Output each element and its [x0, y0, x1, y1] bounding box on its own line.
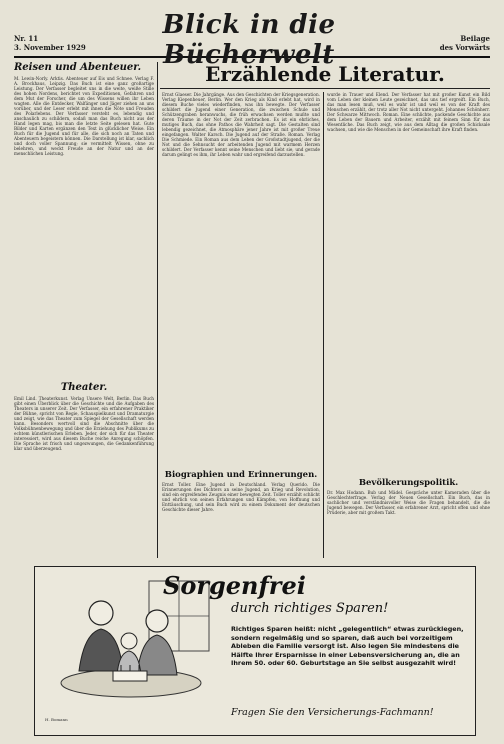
theater-text: Emil Lind. Theaterkunst. Verlag Unsere Welt, Berlin. Das Buch gibt einen Überblick über die Geschichte und die Aufgaben des Theaters in unserer Zeit. Der Verfasser, ein erfahrener Praktiker der Bühne, spricht von Regie, Schauspielkunst und Dramaturgie und zeigt, wie das Theater zum Spiegel der Gesellschaft werden kann. Besonders wertvoll sind die Abschnitte über die Volksbühnenbewegung und über die Erziehung des Publikums zu echtem künstlerischen Erleben. Jeder, der sich für das Theater interessiert, wird aus diesem Buche reiche Anregung schöpfen. Die Sprache ist frisch und ungezwungen, die Gedankenführung klar und überzeugend.	[14, 396, 154, 451]
main-column-1-text: Ernst Glaeser. Die Jahrgänge. Aus den Geschichten der Kriegsgeneration. Verlag Kiepenheuer, Berlin. Wer den Krieg als Kind erlebt hat, wird in diesem Buche vieles wiederfinden, was ihn bewegte. Der Verfasser schildert die Jugend einer Generation, die zwischen Schule und Schützengraben heranwuchs, die früh erwachsen werden mußte und deren Träume in der Not der Zeit zerbrachen. Es ist ein ehrliches, mutiges Buch, das ohne Pathos die Wahrheit sagt. Die Gestalten sind lebendig gezeichnet, die Atmosphäre jener Jahre ist mit großer Treue eingefangen. Walter Karsch. Die Jugend auf der Straße. Roman. Verlag Die Schmiede. Ein Roman aus dem Leben der Großstadtjugend, der die Not und die Sehnsucht der arbeitenden Jugend mit warmem Herzen schildert. Der Verfasser kennt seine Menschen und liebt sie, und gerade darum gelingt es ihm, ihr Leben wahr und ergreifend darzustellen.	[162, 92, 320, 157]
main-column-1	[162, 92, 320, 348]
supplement-line-1: Beilage	[460, 34, 490, 43]
population-column	[327, 490, 490, 558]
issue-number: Nr. 11	[14, 34, 39, 43]
travel-text: M. Lewin-Norly. Arktis. Abenteuer auf Eis und Schnee. Verlag F. A. Brockhaus, Leipzig. Das Buch ist eine ganz großartige Leistung. Der Verfasser begleitet uns in die weite, weiße Stille des hohen Nordens, berichtet von Expeditionen, Gefahren und dem Mut der Forscher, die um des Wissens willen ihr Leben wagten. Alle die Entdecker, Walfänger und Jäger ziehen an uns vorüber, und der Leser erlebt mit ihnen die Nöte und Freuden des Polarlebens. Der Verfasser versteht es, lebendig und anschaulich zu schildern, sodaß man das Buch nicht aus der Hand legen mag, bis man die letzte Seite gelesen hat. Gute Bilder und Karten ergänzen den Text in glücklicher Weise. Ein Buch für die Jugend und für alle, die sich noch an Taten und Abenteuern begeistern können. Die Darstellung ist klar, sachlich und doch voller Spannung; sie vermittelt Wissen, ohne zu belehren, und weckt Freude an der Natur und an der menschlichen Leistung.	[14, 76, 154, 156]
main-heading: Erzählende Literatur.	[205, 62, 445, 86]
column-divider	[323, 92, 324, 558]
column-divider	[157, 62, 158, 558]
ad-title: Sorgenfrei	[163, 571, 306, 600]
ad-footer-slogan: Fragen Sie den Versicherungs-Fachmann!	[231, 707, 434, 718]
section-heading-population: Bevölkerungspolitik.	[358, 478, 459, 488]
insurance-advertisement	[34, 566, 476, 736]
main-column-2	[327, 92, 490, 348]
heading-rule	[160, 88, 490, 89]
left-column	[14, 62, 154, 558]
section-heading-theater: Theater.	[60, 382, 108, 393]
biography-text: Ernst Toller. Eine Jugend in Deutschland. Verlag Querido. Die Erinnerungen des Dichters an seine Jugend, an Krieg und Revolution, sind ein ergreifendes Zeugnis einer bewegten Zeit. Toller erzählt schlicht und ehrlich von seinen Erfahrungen und Kämpfen, von Hoffnung und Enttäuschung, und sein Buch wird zu einem Dokument der deutschen Geschichte dieser Jahre.	[162, 482, 320, 512]
issue-date: 3. November 1929	[14, 43, 86, 52]
supplement-info	[440, 34, 490, 52]
illustrator-signature: H. Bomann	[45, 717, 68, 722]
biography-column	[162, 482, 320, 558]
section-heading-travel: Reisen und Abenteuer.	[14, 62, 142, 73]
population-text: Dr. Max Hodann. Bub und Mädel. Gespräche unter Kameraden über die Geschlechterfrage. Verlag der Neuen Gesellschaft. Ein Buch, das in sachlicher und verständnisvoller Weise die Fragen behandelt, die die Jugend bewegen. Der Verfasser, ein erfahrener Arzt, spricht offen und ohne Prüderie, aber mit großem Takt.	[327, 490, 490, 515]
masthead-title: Blick in die Bücherwelt	[162, 10, 336, 70]
supplement-line-2: des Vorwärts	[439, 43, 490, 52]
ad-subtitle: durch richtiges Sparen!	[231, 601, 389, 616]
ad-body-text: Richtiges Sparen heißt: nicht „gelegentlich“ etwas zurücklegen, sondern regelmäßig und so sparen, daß auch bei vorzeitigem Ableben die Familie versorgt ist. Also legen Sie mindestens die Hälfte Ihrer Ersparnisse in einer Lebensversicherung an, die an Ihrem 50. oder 60. Geburtstage an Sie selbst ausgezahlt wird!	[231, 625, 464, 668]
main-column-2-text: wurde in Trauer und Elend. Der Verfasser hat mit großer Kunst ein Bild vom Leben der kleinen Leute gezeichnet, das uns tief ergreift. Ein Buch, das man lesen muß, weil es wahr ist und weil es von der Kraft des Menschen erzählt, der trotz aller Not nicht untergeht. Johannes Schönherr. Der Schwarze Mittwoch. Roman. Eine schlichte, packende Geschichte aus dem Leben der Bauern und Arbeiter, erzählt mit feinem Sinn für das Wesentliche. Das Buch zeigt, wie aus dem Alltag die großen Schicksale wachsen, und wie die Menschen in der Gemeinschaft ihre Kraft finden.	[327, 92, 490, 132]
section-heading-biography: Biographien und Erinnerungen.	[164, 470, 318, 480]
